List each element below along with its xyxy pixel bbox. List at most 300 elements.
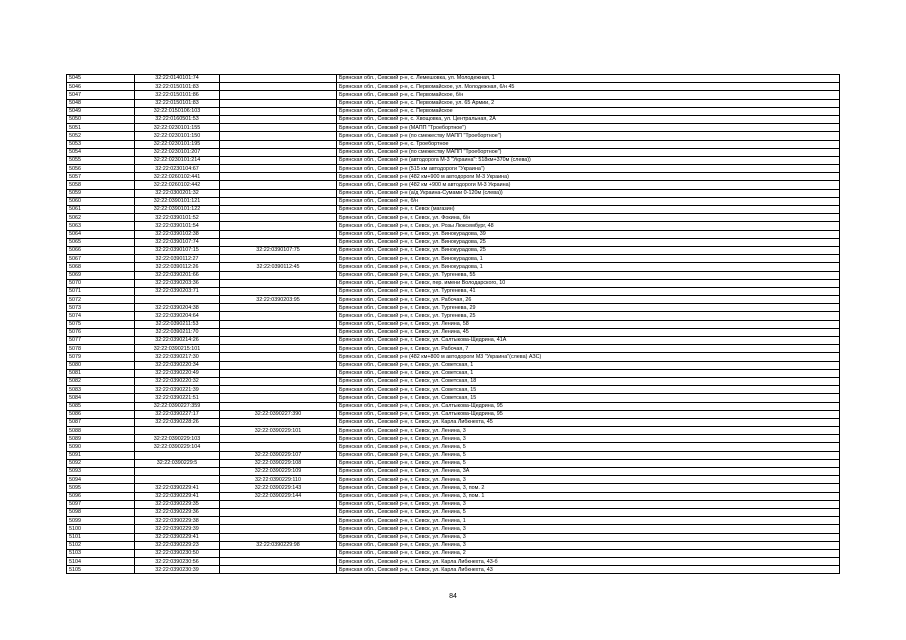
- row-number-cell: 5097: [67, 500, 135, 508]
- row-number-cell: 5087: [67, 418, 135, 426]
- row-number-cell: 5078: [67, 345, 135, 353]
- cadastral-number-cell: 32:22:0150101:83: [135, 99, 220, 107]
- address-cell: Брянская обл., Севский р-н, г. Севск, ул. Ленина, 5: [337, 443, 840, 451]
- row-number-cell: 5089: [67, 435, 135, 443]
- row-number-cell: 5052: [67, 132, 135, 140]
- address-cell: Брянская обл., Севский р-н, г. Севск, ул. Ленина, 3, пом. 1: [337, 492, 840, 500]
- linked-cadastral-number-cell: 32:22:0390107:75: [220, 246, 337, 254]
- table-row: [67, 558, 840, 566]
- linked-cadastral-number-cell: [220, 91, 337, 99]
- linked-cadastral-number-cell: [220, 107, 337, 115]
- table-row: [67, 238, 840, 246]
- table-row: [67, 525, 840, 533]
- linked-cadastral-number-cell: 32:22:0390112:45: [220, 263, 337, 271]
- linked-cadastral-number-cell: [220, 525, 337, 533]
- address-cell: Брянская обл., Севский р-н, г. Севск, ул. Ленина, 5: [337, 451, 840, 459]
- table-row: [67, 206, 840, 214]
- linked-cadastral-number-cell: [220, 369, 337, 377]
- table-row: [67, 279, 840, 287]
- cadastral-number-cell: 32:22:0390229:41: [135, 533, 220, 541]
- address-cell: Брянская обл., Севский р-н, г. Севск, ул. Ленина, 1: [337, 517, 840, 525]
- cadastral-number-cell: [135, 451, 220, 459]
- table-row: [67, 255, 840, 263]
- cadastral-number-cell: 32:22:0390220:34: [135, 361, 220, 369]
- address-cell: Брянская обл., Севский р-н, г. Севск, ул. Винокурадова, 1: [337, 255, 840, 263]
- linked-cadastral-number-cell: [220, 402, 337, 410]
- row-number-cell: 5082: [67, 377, 135, 385]
- linked-cadastral-number-cell: [220, 508, 337, 516]
- page-number: 84: [449, 593, 457, 600]
- address-cell: Брянская обл., Севский р-н, с. Первомайское: [337, 107, 840, 115]
- row-number-cell: 5088: [67, 427, 135, 435]
- linked-cadastral-number-cell: [220, 418, 337, 426]
- address-cell: Брянская обл., Севский р-н, г. Севск, ул. Карла Либкнехта, 45: [337, 418, 840, 426]
- linked-cadastral-number-cell: 32:22:0390229:107: [220, 451, 337, 459]
- address-cell: Брянская обл., Севский р-н, г. Севск, ул. Рабочая, 26: [337, 296, 840, 304]
- table-row: [67, 287, 840, 295]
- table-row: [67, 337, 840, 345]
- row-number-cell: 5066: [67, 246, 135, 254]
- row-number-cell: 5083: [67, 386, 135, 394]
- cadastral-number-cell: 32:22:0390229:5: [135, 459, 220, 467]
- cadastral-number-cell: 32:22:0390221:51: [135, 394, 220, 402]
- cadastral-number-cell: 32:22:0390228:26: [135, 418, 220, 426]
- table-row: [67, 115, 840, 123]
- table-row: [67, 75, 840, 83]
- table-row: [67, 312, 840, 320]
- row-number-cell: 5102: [67, 541, 135, 549]
- row-number-cell: 5047: [67, 91, 135, 99]
- table-row: [67, 418, 840, 426]
- cadastral-number-cell: 32:22:0390211:53: [135, 320, 220, 328]
- linked-cadastral-number-cell: 32:22:0390227:390: [220, 410, 337, 418]
- table-row: [67, 99, 840, 107]
- table-row: [67, 263, 840, 271]
- table-row: [67, 124, 840, 132]
- row-number-cell: 5056: [67, 165, 135, 173]
- table-row: [67, 468, 840, 476]
- address-cell: Брянская обл., Севский р-н (482 км+800 м автодороги М3 "Украина"(слева) АЗС): [337, 353, 840, 361]
- address-cell: Брянская обл., Севский р-н, с. Первомайское, ул. 65 Армии, 2: [337, 99, 840, 107]
- address-cell: Брянская обл., Севский р-н (482 км+900 м автодороги М-3 Украина): [337, 173, 840, 181]
- cadastral-number-cell: 32:22:0150106:103: [135, 107, 220, 115]
- address-cell: Брянская обл., Севский р-н, г. Севск, ул. Советская, 15: [337, 386, 840, 394]
- cadastral-number-cell: 32:22:0150101:86: [135, 91, 220, 99]
- linked-cadastral-number-cell: [220, 279, 337, 287]
- address-cell: Брянская обл., Севский р-н, г. Севск, ул. Тургенева, 41: [337, 287, 840, 295]
- cadastral-number-cell: 32:22:0390215:101: [135, 345, 220, 353]
- row-number-cell: 5050: [67, 115, 135, 123]
- cadastral-number-cell: 32:22:0390203:71: [135, 287, 220, 295]
- cadastral-number-cell: 32:22:0390107:15: [135, 246, 220, 254]
- table-row: [67, 107, 840, 115]
- cadastral-number-cell: 32:22:0390204:64: [135, 312, 220, 320]
- cadastral-number-cell: 32:22:0390101:122: [135, 206, 220, 214]
- linked-cadastral-number-cell: [220, 271, 337, 279]
- linked-cadastral-number-cell: [220, 230, 337, 238]
- table-row: [67, 517, 840, 525]
- cadastral-number-cell: 32:22:0390107:74: [135, 238, 220, 246]
- address-cell: Брянская обл., Севский р-н, г. Севск, ул. Карла Либкнехта, 43-б: [337, 558, 840, 566]
- cadastral-number-cell: 32:22:0390229:104: [135, 443, 220, 451]
- address-cell: Брянская обл., Севский р-н, г. Севск, ул. Советская, 15: [337, 394, 840, 402]
- address-cell: Брянская обл., Севский р-н, г. Севск, ул. Ленина, 3: [337, 533, 840, 541]
- linked-cadastral-number-cell: [220, 566, 337, 574]
- table-row: [67, 410, 840, 418]
- address-cell: Брянская обл., Севский р-н, г. Севск, ул. Ленина, 3: [337, 435, 840, 443]
- linked-cadastral-number-cell: 32:22:0390229:98: [220, 541, 337, 549]
- cadastral-number-cell: 32:22:0390101:52: [135, 214, 220, 222]
- table-row: [67, 173, 840, 181]
- cadastral-number-cell: 32:22:0390220:32: [135, 377, 220, 385]
- row-number-cell: 5067: [67, 255, 135, 263]
- cadastral-number-cell: 32:22:0390112:26: [135, 263, 220, 271]
- address-cell: Брянская обл., Севский р-н, с. Хвощовка, ул. Центральная, 2А: [337, 115, 840, 123]
- address-cell: Брянская обл., Севский р-н (515 км автодороги "Украина"): [337, 165, 840, 173]
- address-cell: Брянская обл., Севский р-н, г. Севск, ул. Винокурадова, 39: [337, 230, 840, 238]
- row-number-cell: 5077: [67, 337, 135, 345]
- linked-cadastral-number-cell: [220, 558, 337, 566]
- address-cell: Брянская обл., Севский р-н, г. Севск, ул. Ленина, 3А: [337, 468, 840, 476]
- row-number-cell: 5090: [67, 443, 135, 451]
- cadastral-number-cell: [135, 476, 220, 484]
- cadastral-number-cell: 32:22:0390102:38: [135, 230, 220, 238]
- address-cell: Брянская обл., Севский р-н, г. Севск, ул. Салтыкова-Щедрина, 95: [337, 410, 840, 418]
- linked-cadastral-number-cell: [220, 214, 337, 222]
- linked-cadastral-number-cell: [220, 124, 337, 132]
- linked-cadastral-number-cell: [220, 181, 337, 189]
- row-number-cell: 5051: [67, 124, 135, 132]
- cadastral-number-cell: 32:22:0300201:32: [135, 189, 220, 197]
- row-number-cell: 5100: [67, 525, 135, 533]
- table-row: [67, 361, 840, 369]
- address-cell: Брянская обл., Севский р-н, г. Севск, ул. Тургенева, 25: [337, 312, 840, 320]
- table-row: [67, 492, 840, 500]
- row-number-cell: 5091: [67, 451, 135, 459]
- linked-cadastral-number-cell: [220, 156, 337, 164]
- row-number-cell: 5057: [67, 173, 135, 181]
- address-cell: Брянская обл., Севский р-н, г. Севск (магазин): [337, 206, 840, 214]
- row-number-cell: 5076: [67, 328, 135, 336]
- table-row: [67, 214, 840, 222]
- table-row: [67, 230, 840, 238]
- row-number-cell: 5105: [67, 566, 135, 574]
- linked-cadastral-number-cell: [220, 148, 337, 156]
- cadastral-number-cell: 32:22:0390227:17: [135, 410, 220, 418]
- cadastral-number-cell: 32:22:0390230:50: [135, 549, 220, 557]
- address-cell: Брянская обл., Севский р-н, г. Севск, ул. Ленина, 3: [337, 427, 840, 435]
- linked-cadastral-number-cell: [220, 435, 337, 443]
- cadastral-number-cell: 32:22:0390214:26: [135, 337, 220, 345]
- linked-cadastral-number-cell: 32:22:0390203:95: [220, 296, 337, 304]
- row-number-cell: 5054: [67, 148, 135, 156]
- row-number-cell: 5046: [67, 83, 135, 91]
- cadastral-number-cell: 32:22:0390217:30: [135, 353, 220, 361]
- linked-cadastral-number-cell: [220, 328, 337, 336]
- table-row: [67, 435, 840, 443]
- linked-cadastral-number-cell: [220, 206, 337, 214]
- address-cell: Брянская обл., Севский р-н, б/н: [337, 197, 840, 205]
- table-row: [67, 320, 840, 328]
- linked-cadastral-number-cell: [220, 345, 337, 353]
- address-cell: Брянская обл., Севский р-н, г. Севск, ул. Фокина, б/н: [337, 214, 840, 222]
- address-cell: Брянская обл., Севский р-н, с. Первомайское, б/н: [337, 91, 840, 99]
- address-cell: Брянская обл., Севский р-н (а/д Украина-Сумами 0-120м (слева)): [337, 189, 840, 197]
- linked-cadastral-number-cell: 32:22:0390229:143: [220, 484, 337, 492]
- address-cell: Брянская обл., Севский р-н, с. Первомайское, ул. Молодежная, 6/н 45: [337, 83, 840, 91]
- cadastral-number-cell: 32:22:0260102:441: [135, 173, 220, 181]
- cadastral-number-cell: [135, 427, 220, 435]
- table-row: [67, 353, 840, 361]
- table-row: [67, 197, 840, 205]
- cadastral-number-cell: 32:22:0390203:36: [135, 279, 220, 287]
- address-cell: Брянская обл., Севский р-н, г. Севск, ул. Советская, 18: [337, 377, 840, 385]
- table-row: [67, 156, 840, 164]
- row-number-cell: 5060: [67, 197, 135, 205]
- table-row: [67, 296, 840, 304]
- address-cell: Брянская обл., Севский р-н (482 км +900 м автодороги М-3 Украина): [337, 181, 840, 189]
- row-number-cell: 5079: [67, 353, 135, 361]
- linked-cadastral-number-cell: 32:22:0390229:108: [220, 459, 337, 467]
- cadastral-number-cell: 32:22:0390229:103: [135, 435, 220, 443]
- table-row: [67, 140, 840, 148]
- address-cell: Брянская обл., Севский р-н, г. Севск, ул. Рабочая, 7: [337, 345, 840, 353]
- table-row: [67, 345, 840, 353]
- linked-cadastral-number-cell: [220, 500, 337, 508]
- linked-cadastral-number-cell: 32:22:0390229:110: [220, 476, 337, 484]
- cadastral-number-cell: 32:22:0390229:38: [135, 517, 220, 525]
- row-number-cell: 5071: [67, 287, 135, 295]
- address-cell: Брянская обл., Севский р-н, г. Севск, ул. Тургенева, 55: [337, 271, 840, 279]
- table-row: [67, 500, 840, 508]
- linked-cadastral-number-cell: 32:22:0390229:144: [220, 492, 337, 500]
- row-number-cell: 5068: [67, 263, 135, 271]
- linked-cadastral-number-cell: [220, 533, 337, 541]
- linked-cadastral-number-cell: [220, 394, 337, 402]
- table-row: [67, 91, 840, 99]
- table-row: [67, 386, 840, 394]
- address-cell: Брянская обл., Севский р-н, г. Севск, ул. Ленина, 58: [337, 320, 840, 328]
- cadastral-number-cell: 32:22:0230101:150: [135, 132, 220, 140]
- table-row: [67, 181, 840, 189]
- row-number-cell: 5048: [67, 99, 135, 107]
- cadastral-number-cell: 32:22:0230101:214: [135, 156, 220, 164]
- cadastral-number-cell: 32:22:0390227:359: [135, 402, 220, 410]
- row-number-cell: 5062: [67, 214, 135, 222]
- row-number-cell: 5069: [67, 271, 135, 279]
- table-row: [67, 451, 840, 459]
- address-cell: Брянская обл., Севский р-н (по смежеству МАПП "Троебортное"): [337, 148, 840, 156]
- linked-cadastral-number-cell: [220, 353, 337, 361]
- row-number-cell: 5092: [67, 459, 135, 467]
- cadastral-number-cell: 32:22:0260102:442: [135, 181, 220, 189]
- row-number-cell: 5055: [67, 156, 135, 164]
- address-cell: Брянская обл., Севский р-н, г. Севск, ул. Винокурадова, 25: [337, 238, 840, 246]
- row-number-cell: 5085: [67, 402, 135, 410]
- linked-cadastral-number-cell: [220, 361, 337, 369]
- table-row: [67, 271, 840, 279]
- linked-cadastral-number-cell: [220, 99, 337, 107]
- row-number-cell: 5072: [67, 296, 135, 304]
- address-cell: Брянская обл., Севский р-н, г. Севск, ул. Ленина, 45: [337, 328, 840, 336]
- linked-cadastral-number-cell: [220, 197, 337, 205]
- row-number-cell: 5059: [67, 189, 135, 197]
- cadastral-number-cell: 32:22:0390229:39: [135, 525, 220, 533]
- row-number-cell: 5104: [67, 558, 135, 566]
- row-number-cell: 5080: [67, 361, 135, 369]
- row-number-cell: 5065: [67, 238, 135, 246]
- address-cell: Брянская обл., Севский р-н, г. Севск, ул. Ленина, 3: [337, 525, 840, 533]
- address-cell: Брянская обл., Севский р-н, с. Троебортное: [337, 140, 840, 148]
- row-number-cell: 5070: [67, 279, 135, 287]
- row-number-cell: 5094: [67, 476, 135, 484]
- address-cell: Брянская обл., Севский р-н (по смежеству МАПП "Троебортное"): [337, 132, 840, 140]
- linked-cadastral-number-cell: [220, 115, 337, 123]
- cadastral-number-cell: 32:22:0150101:83: [135, 83, 220, 91]
- linked-cadastral-number-cell: [220, 304, 337, 312]
- row-number-cell: 5053: [67, 140, 135, 148]
- table-row: [67, 189, 840, 197]
- table-row: [67, 304, 840, 312]
- address-cell: Брянская обл., Севский р-н, г. Севск, ул. Ленина, 2: [337, 549, 840, 557]
- table-row: [67, 132, 840, 140]
- address-cell: Брянская обл., Севский р-н, г. Севск, ул. Салтыкова-Щедрина, 95: [337, 402, 840, 410]
- table-row: [67, 533, 840, 541]
- row-number-cell: 5084: [67, 394, 135, 402]
- cadastral-number-cell: 32:22:0390221:39: [135, 386, 220, 394]
- register-table-body: [67, 75, 840, 574]
- table-row: [67, 83, 840, 91]
- linked-cadastral-number-cell: [220, 165, 337, 173]
- table-row: [67, 549, 840, 557]
- cadastral-number-cell: 32:22:0140101:74: [135, 75, 220, 83]
- linked-cadastral-number-cell: [220, 377, 337, 385]
- table-row: [67, 246, 840, 254]
- cadastral-number-cell: [135, 468, 220, 476]
- table-row: [67, 508, 840, 516]
- cadastral-number-cell: 32:22:0390230:39: [135, 566, 220, 574]
- row-number-cell: 5075: [67, 320, 135, 328]
- address-cell: Брянская обл., Севский р-н, г. Севск, ул. Ленина, 3: [337, 476, 840, 484]
- table-row: [67, 328, 840, 336]
- register-table: [66, 74, 840, 574]
- linked-cadastral-number-cell: 32:22:0390229:101: [220, 427, 337, 435]
- linked-cadastral-number-cell: [220, 320, 337, 328]
- cadastral-number-cell: 32:22:0390101:54: [135, 222, 220, 230]
- address-cell: Брянская обл., Севский р-н, г. Севск, ул. Салтыкова-Щедрина, 41А: [337, 337, 840, 345]
- row-number-cell: 5074: [67, 312, 135, 320]
- row-number-cell: 5098: [67, 508, 135, 516]
- cadastral-number-cell: 32:22:0390101:121: [135, 197, 220, 205]
- linked-cadastral-number-cell: [220, 386, 337, 394]
- linked-cadastral-number-cell: [220, 337, 337, 345]
- table-row: [67, 427, 840, 435]
- row-number-cell: 5096: [67, 492, 135, 500]
- cadastral-number-cell: [135, 296, 220, 304]
- address-cell: Брянская обл., Севский р-н, г. Севск, ул. Ленина, 3: [337, 500, 840, 508]
- linked-cadastral-number-cell: [220, 132, 337, 140]
- row-number-cell: 5061: [67, 206, 135, 214]
- cadastral-number-cell: 32:22:0230101:195: [135, 140, 220, 148]
- cadastral-number-cell: 32:22:0230101:207: [135, 148, 220, 156]
- table-row: [67, 476, 840, 484]
- cadastral-number-cell: 32:22:0160501:53: [135, 115, 220, 123]
- cadastral-number-cell: 32:22:0230101:155: [135, 124, 220, 132]
- table-row: [67, 484, 840, 492]
- linked-cadastral-number-cell: [220, 173, 337, 181]
- row-number-cell: 5081: [67, 369, 135, 377]
- table-row: [67, 459, 840, 467]
- linked-cadastral-number-cell: [220, 75, 337, 83]
- address-cell: Брянская обл., Севский р-н (МАПП "Троебортное"): [337, 124, 840, 132]
- row-number-cell: 5049: [67, 107, 135, 115]
- cadastral-number-cell: 32:22:0390229:35: [135, 500, 220, 508]
- cadastral-number-cell: 32:22:0390230:56: [135, 558, 220, 566]
- cadastral-number-cell: 32:22:0390229:23: [135, 541, 220, 549]
- cadastral-number-cell: 32:22:0390229:41: [135, 484, 220, 492]
- table-row: [67, 566, 840, 574]
- cadastral-number-cell: 32:22:0390220:49: [135, 369, 220, 377]
- address-cell: Брянская обл., Севский р-н, г. Севск, ул. Карла Либкнехта, 43: [337, 566, 840, 574]
- row-number-cell: 5101: [67, 533, 135, 541]
- table-row: [67, 369, 840, 377]
- linked-cadastral-number-cell: 32:22:0390229:109: [220, 468, 337, 476]
- cadastral-number-cell: 32:22:0390201:66: [135, 271, 220, 279]
- table-row: [67, 394, 840, 402]
- cadastral-number-cell: 32:22:0390112:27: [135, 255, 220, 263]
- row-number-cell: 5103: [67, 549, 135, 557]
- linked-cadastral-number-cell: [220, 222, 337, 230]
- linked-cadastral-number-cell: [220, 238, 337, 246]
- cadastral-number-cell: 32:22:0230104:67: [135, 165, 220, 173]
- table-row: [67, 443, 840, 451]
- linked-cadastral-number-cell: [220, 140, 337, 148]
- row-number-cell: 5099: [67, 517, 135, 525]
- linked-cadastral-number-cell: [220, 549, 337, 557]
- linked-cadastral-number-cell: [220, 287, 337, 295]
- row-number-cell: 5095: [67, 484, 135, 492]
- address-cell: Брянская обл., Севский р-н, г. Севск, ул. Советская, 1: [337, 361, 840, 369]
- table-row: [67, 165, 840, 173]
- row-number-cell: 5045: [67, 75, 135, 83]
- linked-cadastral-number-cell: [220, 255, 337, 263]
- address-cell: Брянская обл., Севский р-н, г. Севск, ул. Советская, 1: [337, 369, 840, 377]
- address-cell: Брянская обл., Севский р-н, г. Севск, ул. Винокурадова, 1: [337, 263, 840, 271]
- linked-cadastral-number-cell: [220, 517, 337, 525]
- cadastral-number-cell: 32:22:0390229:36: [135, 508, 220, 516]
- cadastral-number-cell: 32:22:0390204:38: [135, 304, 220, 312]
- address-cell: Брянская обл., Севский р-н, г. Севск, пер. имени Володарского, 10: [337, 279, 840, 287]
- row-number-cell: 5073: [67, 304, 135, 312]
- table-row: [67, 541, 840, 549]
- linked-cadastral-number-cell: [220, 312, 337, 320]
- address-cell: Брянская обл., Севский р-н, г. Севск, ул. Тургенева, 29: [337, 304, 840, 312]
- row-number-cell: 5064: [67, 230, 135, 238]
- address-cell: Брянская обл., Севский р-н (автодорога М-3 "Украина": 518км+370м (слева)): [337, 156, 840, 164]
- cadastral-number-cell: 32:22:0390229:41: [135, 492, 220, 500]
- linked-cadastral-number-cell: [220, 443, 337, 451]
- address-cell: Брянская обл., Севский р-н, г. Севск, ул. Ленина, 3: [337, 541, 840, 549]
- row-number-cell: 5086: [67, 410, 135, 418]
- address-cell: Брянская обл., Севский р-н, г. Севск, ул. Ленина, 5: [337, 508, 840, 516]
- table-row: [67, 148, 840, 156]
- table-row: [67, 377, 840, 385]
- address-cell: Брянская обл., Севский р-н, с. Лемешовка, ул. Молодежная, 1: [337, 75, 840, 83]
- address-cell: Брянская обл., Севский р-н, г. Севск, ул. Винокурадова, 25: [337, 246, 840, 254]
- linked-cadastral-number-cell: [220, 189, 337, 197]
- table-row: [67, 402, 840, 410]
- cadastral-number-cell: 32:22:0390211:70: [135, 328, 220, 336]
